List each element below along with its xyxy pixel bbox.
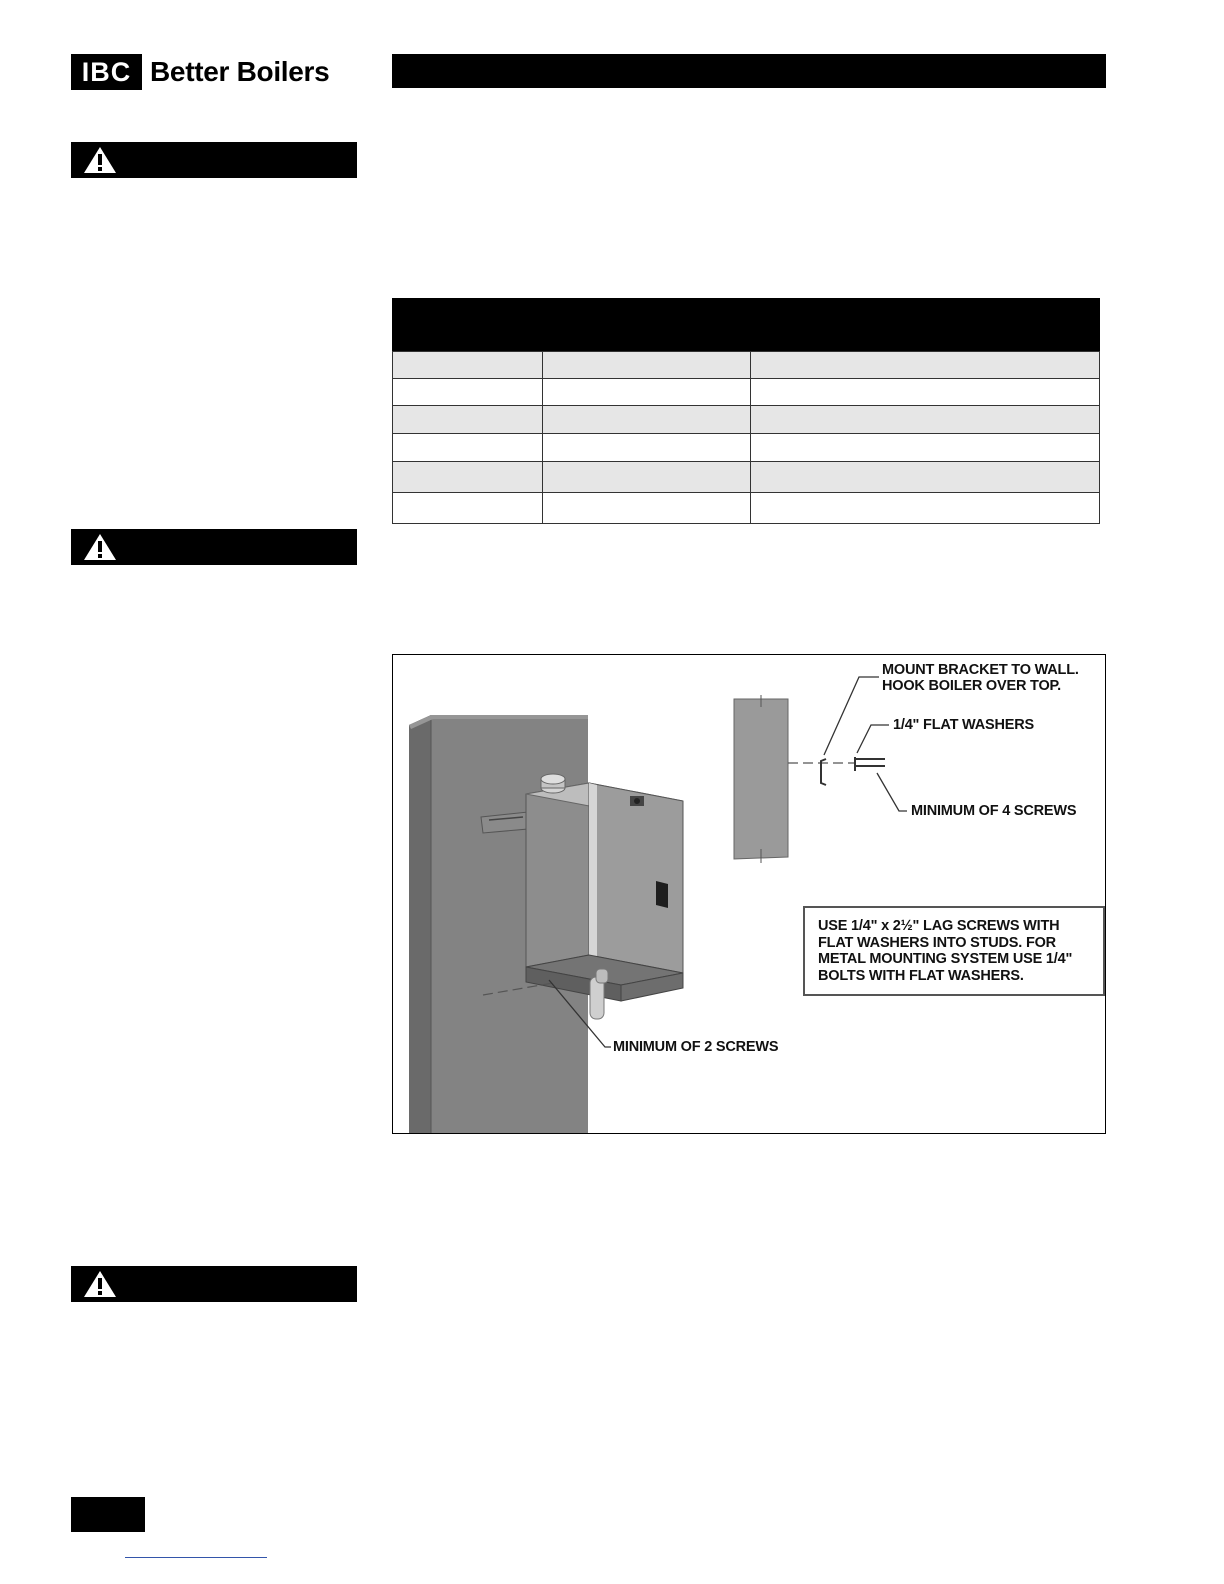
callout-washers: 1/4" FLAT WASHERS [893,717,1034,733]
table-cell [393,493,543,524]
spec-table [392,298,1100,524]
table-cell [542,379,751,406]
table-cell [751,493,1100,524]
table-row [393,379,1100,406]
warning-triangle-icon [83,533,117,561]
table-cell [542,406,751,434]
table-row [393,493,1100,524]
warning-triangle-icon [83,146,117,174]
warning-triangle-icon [83,1270,117,1298]
table-row [393,352,1100,379]
table-cell [393,406,543,434]
mounting-note-box [803,906,1105,996]
logo [71,54,329,90]
footer-link[interactable] [125,1557,267,1558]
note-line-1: USE 1/4" x 2½" LAG SCREWS WITH [818,918,1060,934]
callout-bracket-line1: MOUNT BRACKET TO WALL. [882,662,1079,678]
table-cell [542,434,751,462]
table-cell [542,493,751,524]
note-line-3: METAL MOUNTING SYSTEM USE 1/4" [818,951,1073,967]
table-cell [393,379,543,406]
table-cell [751,406,1100,434]
page-number-box [71,1497,145,1532]
callout-two-screws: MINIMUM OF 2 SCREWS [613,1039,779,1055]
table-cell [751,434,1100,462]
table-header [393,299,1100,352]
warning-banner-1 [71,142,357,178]
callout-four-screws: MINIMUM OF 4 SCREWS [911,803,1077,819]
table-cell [751,379,1100,406]
table-cell [751,462,1100,493]
table-cell [542,352,751,379]
note-line-4: BOLTS WITH FLAT WASHERS. [818,967,1024,984]
table-header-row [393,299,1100,352]
table-cell [393,434,543,462]
warning-banner-3 [71,1266,357,1302]
logo-mark: IBC [71,54,142,90]
table-row [393,406,1100,434]
section-title-bar [392,54,1106,88]
logo-name: Better Boilers [150,56,330,87]
table-cell [393,352,543,379]
callout-bracket-line2: HOOK BOILER OVER TOP. [882,678,1061,694]
table-cell [542,462,751,493]
warning-banner-2 [71,529,357,565]
table-cell [751,352,1100,379]
table-cell [393,462,543,493]
wall-side [409,715,431,1133]
table-row [393,462,1100,493]
note-line-2: FLAT WASHERS INTO STUDS. FOR [818,934,1056,951]
table-row [393,434,1100,462]
mounting-figure [392,654,1106,1134]
